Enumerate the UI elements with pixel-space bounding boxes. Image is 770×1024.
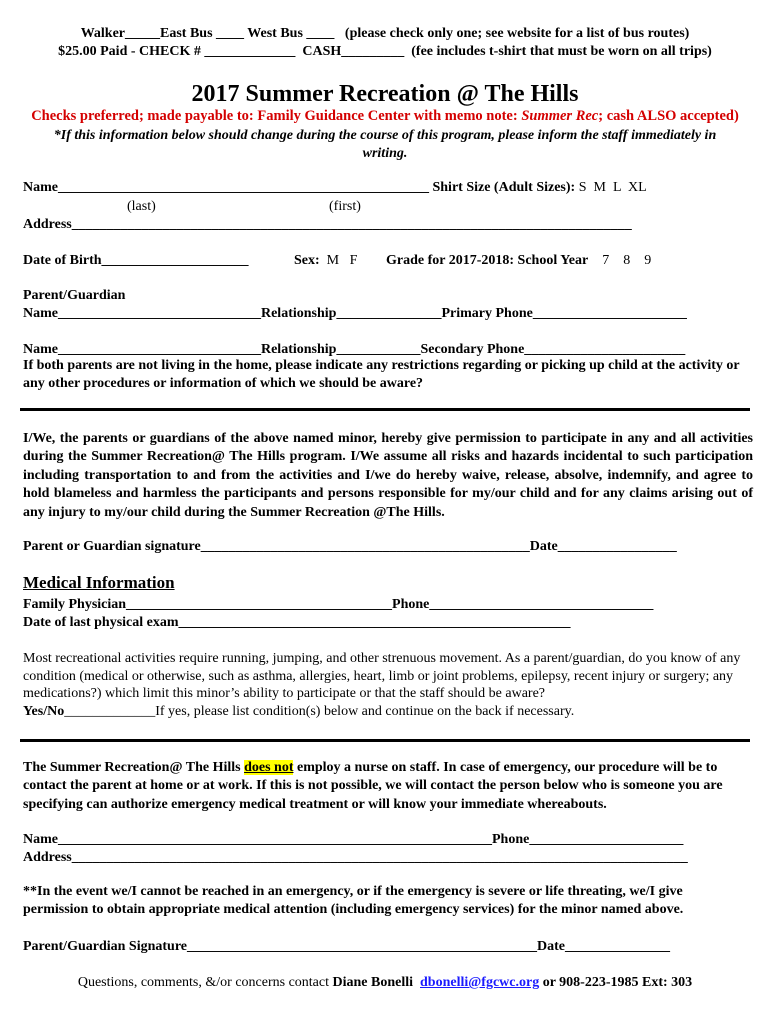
contact-footer xyxy=(0,974,770,991)
contact-email-link[interactable]: dbonelli@fgcwc.org xyxy=(420,975,540,990)
sex-label: Sex: xyxy=(294,253,320,268)
sex-options[interactable]: M F xyxy=(326,253,358,268)
emergency-procedure-text xyxy=(23,759,748,814)
first-name-caption: (first) xyxy=(329,199,361,214)
yes-no-text: _____________If yes, please list condition(s) below and continue on the back if necessary. xyxy=(64,704,575,719)
page-title: 2017 Summer Recreation @ The Hills xyxy=(191,81,579,107)
contact-phone: or 908-223-1985 Ext: 303 xyxy=(539,975,693,990)
footer-prefix: Questions, comments, &/or concerns contact xyxy=(77,975,333,990)
checks-note xyxy=(0,108,770,125)
shirt-size-options[interactable]: S M L XL xyxy=(578,180,647,195)
section-divider xyxy=(20,408,750,411)
child-name-line xyxy=(23,179,647,196)
child-name-field[interactable]: Name_____________________________________________________ Shirt Size (Adult Sizes): xyxy=(23,180,576,195)
guardian-signature-field[interactable]: Parent or Guardian signature_______________________________________________Date_________________ xyxy=(23,539,677,554)
grade-options[interactable]: 7 8 9 xyxy=(602,253,652,268)
family-physician-field[interactable]: Family Physician______________________________________Phone________________________________ xyxy=(23,597,654,612)
checks-note-prefix: Checks preferred; made payable to: Family Guidance Center with memo note: xyxy=(31,108,522,124)
checks-note-suffix: ; cash ALSO accepted) xyxy=(598,108,739,124)
change-note-line1: *If this information below should change during the course of this program, please inform the staff immediately in xyxy=(53,128,717,143)
section-divider xyxy=(20,739,750,742)
change-note-line2: writing. xyxy=(362,146,408,161)
sex-field[interactable] xyxy=(294,252,357,269)
medical-conditions-question: Most recreational activities require running, jumping, and other strenuous movement. As a parent/guardian, do you know of any condition (medical or otherwise, such as asthma, allergies, heart, limb or joint problems, epilepsy, recent injury or surgery; any medications?) which limit this minor’s ability to participate or that the staff should be aware? xyxy=(23,651,741,701)
emergency-lead: The Summer Recreation@ The Hills xyxy=(23,760,245,775)
parent-guardian-label: Parent/Guardian xyxy=(23,288,126,303)
secondary-parent-field[interactable]: Name_____________________________Relationship____________Secondary Phone_______________________ xyxy=(23,342,686,357)
waiver-text: I/We, the parents or guardians of the above named minor, hereby give permission to participate in any and all activities during the Summer Recreation@ The Hills program. I/We assume all risks and hazards incidental to such participation including transportation to and from the activities and I/we do hereby waive, release, absolve, indemnify, and agree to hold blameless and harmless the participants and persons responsible for my/our child and for any claims arising out of any injury to my/our child during the Summer Recreation @The Hills. xyxy=(23,431,753,520)
primary-parent-field[interactable]: Name_____________________________Relationship_______________Primary Phone______________________ xyxy=(23,306,687,321)
restrictions-question: If both parents are not living in the home, please indicate any restrictions regarding or picking up child at the activity or any other procedures or information of which we should be aware? xyxy=(23,358,740,392)
grade-field[interactable] xyxy=(386,252,651,269)
last-physical-field[interactable]: Date of last physical exam________________________________________________________ xyxy=(23,615,571,630)
emergency-body: employ a nurse on staff. In case of emergency, our procedure will be to contact the parent at home or at work. If this is not possible, we will contact the person below who is someone you are specifying can authorize emergency medical treatment or will know your immediate whereabouts. xyxy=(23,760,723,812)
grade-label: Grade for 2017-2018: School Year xyxy=(386,253,589,268)
bus-option-line: Walker_____East Bus ____ West Bus ____ (please check only one; see website for a list of bus routes) xyxy=(80,26,690,41)
emergency-contact-name-field[interactable]: Name______________________________________________________________Phone______________________ xyxy=(23,832,684,847)
emergency-contact-address-field[interactable]: Address________________________________________________________________________________________ xyxy=(23,850,688,865)
payment-line: $25.00 Paid - CHECK # _____________ CASH_________ (fee includes t-shirt that must be worn on all trips) xyxy=(58,44,712,59)
emergency-permission-text: **In the event we/I cannot be reached in an emergency, or if the emergency is severe or life threating, we/I give permission to obtain appropriate medical attention (including emergency services) for the minor named above. xyxy=(23,884,684,918)
date-of-birth-field[interactable]: Date of Birth_____________________ xyxy=(23,253,249,268)
emergency-signature-field[interactable]: Parent/Guardian Signature__________________________________________________Date_______________ xyxy=(23,939,670,954)
yes-no-field[interactable] xyxy=(23,703,574,720)
medical-info-heading: Medical Information xyxy=(23,573,175,592)
yes-no-label: Yes/No xyxy=(23,704,65,719)
address-field[interactable]: Address________________________________________________________________________________ xyxy=(23,217,632,232)
contact-name: Diane Bonelli xyxy=(332,975,414,990)
checks-note-memo: Summer Rec xyxy=(521,108,599,124)
does-not-highlight: does not xyxy=(244,760,294,775)
last-name-caption: (last) xyxy=(127,199,156,214)
